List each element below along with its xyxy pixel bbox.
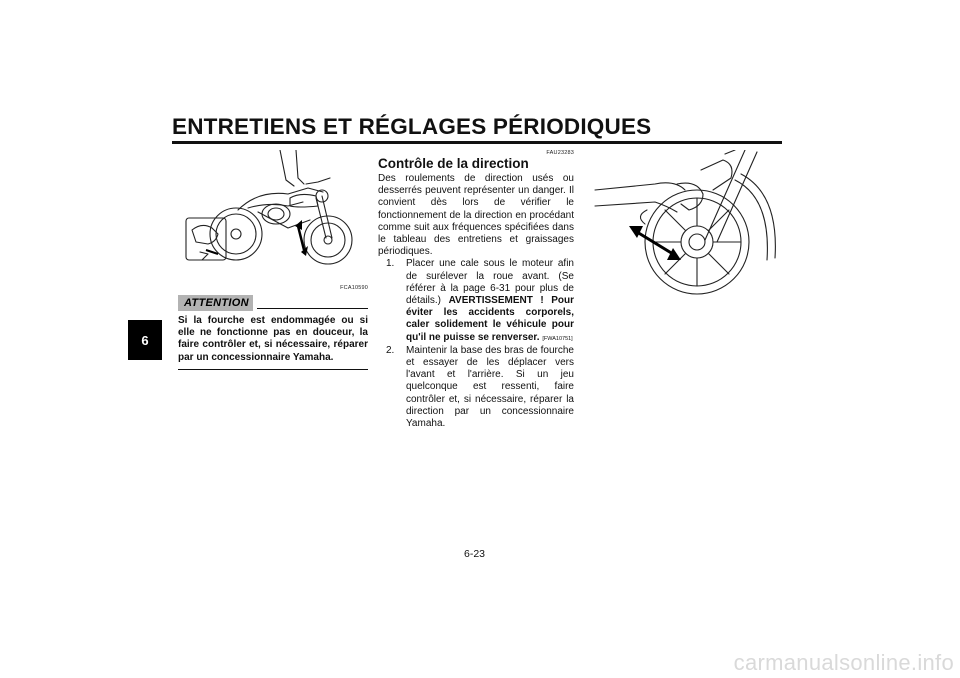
steering-check-illustration xyxy=(585,150,785,300)
chapter-tab: 6 xyxy=(128,320,162,360)
attention-end-rule xyxy=(178,369,368,370)
step-text xyxy=(406,258,574,344)
warning-code: [FWA10751] xyxy=(542,335,573,342)
fork-illustration xyxy=(178,150,368,280)
section-intro: Des roulements de direction usés ou desserrés peuvent représenter un danger. Il convient dès lors de vérifier le fonctionnement de la direction en procédant comme suit aux fréquences spécifiées dans le tableau des entretiens et graissages périodiques. xyxy=(378,173,574,258)
attention-rule xyxy=(257,308,368,309)
step-1-text: Placer une cale sous le moteur afin de surélever la roue avant. (Se référer à la page 6-31 pour plus de détails.) xyxy=(406,258,574,307)
page-title: ENTRETIENS ET RÉGLAGES PÉRIODIQUES xyxy=(172,114,652,139)
step-1-warning: AVERTISSEMENT ! Pour éviter les accidents corporels, caler solidement le véhicule pour qu'il ne puisse se renverser. xyxy=(406,295,575,343)
column-left xyxy=(178,150,368,370)
list-item xyxy=(378,345,574,430)
page-header xyxy=(172,114,784,144)
attention-text: Si la fourche est endommagée ou si elle ne fonctionne pas en douceur, la faire contrôler et, si nécessaire, réparer par un concessionnaire Yamaha. xyxy=(178,315,368,363)
step-number: 2. xyxy=(386,344,395,356)
attention-label: ATTENTION xyxy=(178,295,253,311)
section-code: FAU23283 xyxy=(546,150,574,156)
column-middle xyxy=(378,150,574,430)
attention-box-header xyxy=(178,295,368,311)
page-number: 6-23 xyxy=(464,548,486,560)
step-number: 1. xyxy=(386,258,395,270)
step-2-text: Maintenir la base des bras de fourche et essayer de les déplacer vers l'avant et l'arrière. Si un jeu quelconque est ressenti, faire contrôler et, si nécessaire, réparer la direction par un concessionnaire Yamaha. xyxy=(406,344,574,430)
header-rule xyxy=(172,141,782,144)
figure-code: FCA10590 xyxy=(340,285,368,291)
list-item xyxy=(378,258,574,344)
steps-list xyxy=(378,258,574,430)
section-title: Contrôle de la direction xyxy=(378,156,529,171)
column-right xyxy=(585,150,785,305)
watermark: carmanualsonline.info xyxy=(733,650,954,675)
